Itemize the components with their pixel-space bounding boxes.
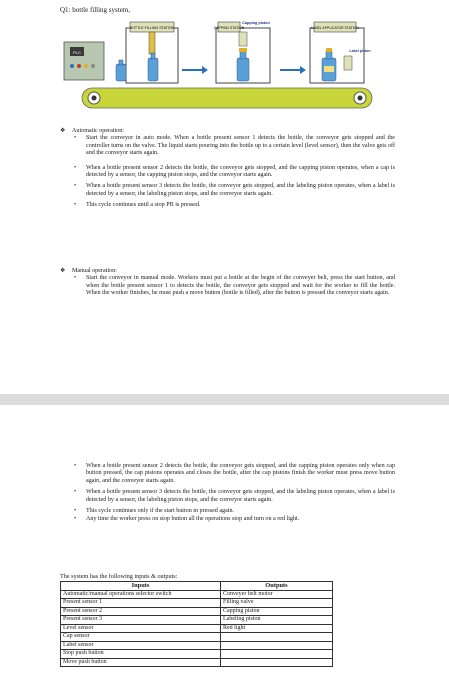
inputs-header: Inputs	[61, 582, 221, 591]
bottle-3-neck	[326, 51, 332, 59]
flow-arrow-2-head	[300, 66, 306, 74]
flow-arrow-1-head	[202, 66, 208, 74]
panel-red-light	[77, 64, 81, 68]
bottle-1-neck	[151, 53, 155, 59]
list-item: • When a bottle present sensor 3 detects the bottle, the conveyor gets stopped, and the labeling piston operates, when a label is detected by a sensor, the labeling piston stops, and the conveyor starts again.	[74, 183, 395, 197]
input-cell: Cap sensor	[61, 633, 221, 642]
outputs-header: Outputs	[221, 582, 333, 591]
list-item: • When a bottle present sensor 2 detects the bottle, the conveyor gets stopped, and the capping piston operates only when cap button pressed, the cap pistons operates and closes the bottle, after the cap pistons finish the worker must press move button again, and the conveyor starts again.	[74, 463, 395, 484]
list-item: • This cycle continues only if the start button in pressed again.	[74, 508, 235, 515]
bottle-0-neck	[119, 60, 123, 65]
bottle-2-cap	[239, 48, 247, 52]
input-cell: Present sensor 1	[61, 599, 221, 608]
table-row	[61, 616, 333, 625]
list-item: • When a bottle present sensor 2 detects the bottle, the conveyor gets stopped, and the capping piston operates, when a cap is detected by a sensor, the capping piston stops, and the conveyor starts again.	[74, 164, 395, 179]
bottle-0	[116, 64, 126, 81]
input-cell: Automatic/manual operations selector switch	[61, 590, 221, 599]
bottle-1	[148, 58, 158, 81]
io-table-title: The system has the following inputs & outputs:	[60, 573, 178, 580]
list-item: • When a bottle present sensor 3 detects the bottle, the conveyor gets stopped, and the labeling piston operates, when a label is detected by a sensor, the labeling piston stops, and the conveyor starts again.	[74, 489, 395, 503]
list-item: • This cycle continues until a stop PB is pressed.	[74, 202, 201, 209]
label-station-frame	[310, 28, 364, 83]
bottle-filling-diagram	[56, 18, 384, 123]
capping-station-label: CAPPING STATION	[213, 26, 245, 30]
label-piston	[344, 56, 352, 70]
input-cell: Label sensor	[61, 641, 221, 650]
table-row	[61, 624, 333, 633]
bottle-2-neck	[240, 51, 246, 59]
label-station-label: LABEL APPLICATOR STATION	[311, 26, 359, 30]
table-row	[61, 658, 333, 667]
output-cell: Capping piston	[221, 607, 333, 616]
output-cell: Conveyer belt motor	[221, 590, 333, 599]
panel-blue-light	[70, 64, 74, 68]
manual-operation-section	[60, 268, 395, 302]
bottle-3-cap	[326, 48, 332, 52]
conveyor-roller-right-hub	[358, 96, 363, 101]
bottle-3-label	[324, 66, 334, 72]
conveyor-belt	[82, 88, 372, 108]
input-cell: Present sensor 2	[61, 607, 221, 616]
filling-nozzle	[149, 32, 155, 54]
input-cell: Stop push button	[61, 650, 221, 659]
output-cell	[221, 658, 333, 667]
table-row	[61, 633, 333, 642]
output-cell	[221, 641, 333, 650]
manual-heading: Manual operation:	[72, 268, 117, 274]
output-cell	[221, 633, 333, 642]
diamond-bullet-icon: ❖	[60, 128, 66, 134]
output-cell: Labeling piston	[221, 616, 333, 625]
list-item: • Any time the worker press on stop button all the operations stop and turn on a red light.	[74, 516, 300, 523]
output-cell: Red light	[221, 624, 333, 633]
table-row	[61, 641, 333, 650]
input-cell: Present sensor 3	[61, 616, 221, 625]
label-piston-label: Label piston	[349, 49, 371, 53]
table-row	[61, 607, 333, 616]
automatic-operation-section	[60, 128, 395, 214]
list-item: • Start the conveyor in manual mode. Workers must put a bottle at the begin of the conveyer belt, press the start button, and when the bottle present sensor 1 to detects the bottle, the conveyor gets stopped and wait for the worker to fill the bottle. When the worker finishes, he must push a move button (bottle is filled), after the button is pressed the conveyor starts again.	[74, 275, 395, 297]
io-table	[60, 581, 333, 667]
input-cell: Level sensor	[61, 624, 221, 633]
capping-piston-label: Capping piston	[242, 21, 270, 25]
question-title: Q1: bottle filling system,	[60, 6, 130, 14]
input-cell: Move push button	[61, 658, 221, 667]
diamond-bullet-icon: ❖	[60, 268, 66, 274]
automatic-heading: Automatic operation:	[72, 128, 124, 134]
bottle-2	[237, 58, 249, 81]
output-cell: Filling valve	[221, 599, 333, 608]
list-item: • Start the conveyor in auto mode. When a bottle present sensor 1 detects the bottle, the conveyor gets stopped and the controller turns on the valve. The liquid starts pouring into the bottle up to a certain level (level sensor), then the valve gets off and the conveyor starts again.	[74, 135, 395, 157]
filling-station-label: BOTTLE FILLING STATION	[129, 26, 175, 30]
table-row	[61, 590, 333, 599]
table-row	[61, 650, 333, 659]
table-row	[61, 599, 333, 608]
panel-display-text: PLC	[73, 50, 81, 55]
conveyor-roller-left-hub	[92, 96, 97, 101]
output-cell	[221, 650, 333, 659]
panel-yellow-light	[84, 64, 88, 68]
panel-grey-light	[91, 64, 95, 68]
capping-piston	[239, 32, 247, 46]
manual-operation-continued	[60, 463, 395, 528]
